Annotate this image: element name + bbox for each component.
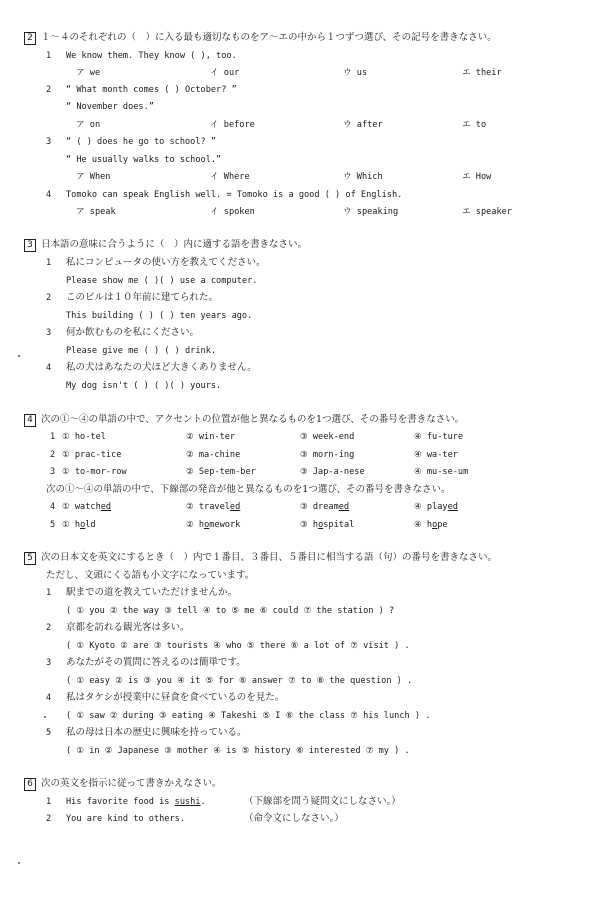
- section-number: 4: [24, 414, 36, 427]
- word-option: ① to-mor-row: [62, 467, 127, 477]
- word-options: ( ① you ② the way ③ tell ④ to ⑤ me ⑥ could ⑦ the station ) ?: [66, 606, 395, 616]
- word-option: ③ Jap-a-nese: [300, 467, 365, 477]
- question-text: We know them. They know ( ), too.: [66, 51, 237, 61]
- question: 4: [46, 693, 52, 703]
- choice: ウ after: [343, 120, 383, 130]
- choice: イ Where: [210, 172, 250, 182]
- choice: ウ us: [343, 68, 368, 78]
- word-option: ④ mu-se-um: [414, 467, 469, 477]
- question-japanese: 私の犬はあなたの犬ほど大きくありません。: [66, 362, 257, 373]
- question-japanese: あなたがその質問に答えるのは簡単です。: [66, 657, 246, 668]
- word-option: ① hold: [62, 520, 96, 530]
- word-option: ④ played: [414, 502, 458, 512]
- word-options: ( ① Kyoto ② are ③ tourists ④ who ⑤ there ⑥ a lot of ⑦ visit ) .: [66, 641, 410, 651]
- question-text: “ November does.”: [66, 102, 154, 112]
- choice: イ before: [210, 120, 255, 130]
- word-options: ( ① in ② Japanese ③ mother ④ is ⑤ history ⑥ interested ⑦ my ) .: [66, 746, 410, 756]
- question-japanese: このビルは１０年前に建てられた。: [66, 292, 219, 303]
- word-options: ( ① saw ② during ③ eating ④ Takeshi ⑤ I ⑥ the class ⑦ his lunch ) .: [66, 711, 431, 721]
- question: 2: [46, 814, 52, 824]
- question-note: （命令文にしなさい。）: [244, 813, 344, 824]
- section-instruction: 次の①～④の単語の中で、アクセントの位置が他と異なるものを1つ選び、その番号を書きなさい。: [41, 414, 465, 425]
- choice: ウ Which: [343, 172, 383, 182]
- word-option: ② win-ter: [186, 432, 236, 442]
- row-number: 2: [50, 450, 56, 460]
- question-english: Please show me ( )( ) use a computer.: [66, 276, 258, 286]
- choice: エ their: [462, 68, 502, 78]
- question-note: （下線部を問う疑問文にしなさい。）: [244, 796, 401, 807]
- section-2-heading: [24, 32, 497, 45]
- section-instruction: 次の日本文を英文にするとき（ ）内で１番目、３番目、５番目に相当する語（句）の番号を書きなさい。: [41, 552, 498, 563]
- question: 4: [46, 363, 52, 373]
- word-option: ① ho-tel: [62, 432, 106, 442]
- choice: ア speak: [76, 207, 116, 217]
- section-instruction: １～４のそれぞれの（ ）に入る最も適切なものをア～エの中から１つずつ選び、その記号を書きなさい。: [41, 32, 497, 43]
- word-option: ④ fu-ture: [414, 432, 464, 442]
- word-option: ③ morn-ing: [300, 450, 355, 460]
- question: 3: [46, 137, 52, 147]
- row-number: 1: [50, 432, 56, 442]
- word-option: ② traveled: [186, 502, 241, 512]
- section-instruction: 次の英文を指示に従って書きかえなさい。: [41, 778, 222, 789]
- question-text: “ He usually walks to school.”: [66, 155, 222, 165]
- question: 3: [46, 328, 52, 338]
- question-text: “ ( ) does he go to school? ”: [66, 137, 217, 147]
- section-number: 2: [24, 32, 36, 45]
- question: 2: [46, 293, 52, 303]
- word-option: ① watched: [62, 502, 112, 512]
- word-options: ( ① easy ② is ③ you ④ it ⑤ for ⑥ answer ⑦ to ⑧ the question ) .: [66, 676, 413, 686]
- choice: イ spoken: [210, 207, 255, 217]
- choice: ア on: [76, 120, 101, 130]
- row-number: 4: [50, 502, 56, 512]
- word-option: ② Sep-tem-ber: [186, 467, 256, 477]
- section-5-heading: [24, 552, 497, 565]
- word-option: ③ hospital: [300, 520, 355, 530]
- question: 1: [46, 797, 52, 807]
- section-instruction-2: 次の①～④の単語の中で、下線部の発音が他と異なるものを1つ選び、その番号を書きなさい。: [46, 484, 451, 495]
- section-6-heading: [24, 778, 222, 791]
- question: 2: [46, 623, 52, 633]
- question-english: His favorite food is sushi.: [66, 797, 206, 807]
- choice: イ our: [210, 68, 240, 78]
- question-english: Please give me ( ) ( ) drink.: [66, 346, 217, 356]
- question-english: You are kind to others.: [66, 814, 185, 824]
- question: 5: [46, 728, 52, 738]
- question-japanese: 何か飲むものを私にください。: [66, 327, 200, 338]
- section-3-heading: [24, 239, 307, 252]
- question: 2: [46, 85, 52, 95]
- question-japanese: 私はタケシが授業中に昼食を食べているのを見た。: [66, 692, 285, 703]
- word-option: ④ hope: [414, 520, 448, 530]
- question-japanese: 京都を訪れる観光客は多い。: [66, 622, 190, 633]
- scan-speck: [44, 716, 46, 718]
- choice: エ to: [462, 120, 487, 130]
- question-text: Tomoko can speak English well. = Tomoko is a good ( ) of English.: [66, 190, 403, 200]
- question-text: “ What month comes ( ) October? ”: [66, 85, 237, 95]
- word-option: ④ wa-ter: [414, 450, 458, 460]
- choice: ア we: [76, 68, 101, 78]
- word-option: ③ week-end: [300, 432, 355, 442]
- question: 1: [46, 258, 52, 268]
- row-number: 3: [50, 467, 56, 477]
- word-option: ② ma-chine: [186, 450, 241, 460]
- word-option: ③ dreamed: [300, 502, 350, 512]
- scan-speck: [18, 862, 20, 864]
- question: 3: [46, 658, 52, 668]
- question-english: My dog isn't ( ) ( )( ) yours.: [66, 381, 222, 391]
- question-japanese: 駅までの道を教えていただけませんか。: [66, 587, 238, 598]
- question-japanese: 私にコンピュータの使い方を教えてください。: [66, 257, 266, 268]
- word-option: ① prac-tice: [62, 450, 122, 460]
- question-english: This building ( ) ( ) ten years ago.: [66, 311, 253, 321]
- section-4-heading: [24, 414, 464, 427]
- choice: ア When: [76, 172, 111, 182]
- choice: ウ speaking: [343, 207, 399, 217]
- choice: エ How: [462, 172, 492, 182]
- section-number: 6: [24, 778, 36, 791]
- section-instruction-2: ただし、文頭にくる語も小文字になっています。: [46, 570, 255, 581]
- question: 1: [46, 51, 52, 61]
- question-japanese: 私の母は日本の歴史に興味を持っている。: [66, 727, 247, 738]
- choice: エ speaker: [462, 207, 512, 217]
- section-instruction: 日本語の意味に合うように（ ）内に適する語を書きなさい。: [41, 239, 308, 250]
- word-option: ② homework: [186, 520, 241, 530]
- section-number: 3: [24, 239, 36, 252]
- scan-speck: [18, 355, 20, 357]
- question: 4: [46, 190, 52, 200]
- section-number: 5: [24, 552, 36, 565]
- question: 1: [46, 588, 52, 598]
- row-number: 5: [50, 520, 56, 530]
